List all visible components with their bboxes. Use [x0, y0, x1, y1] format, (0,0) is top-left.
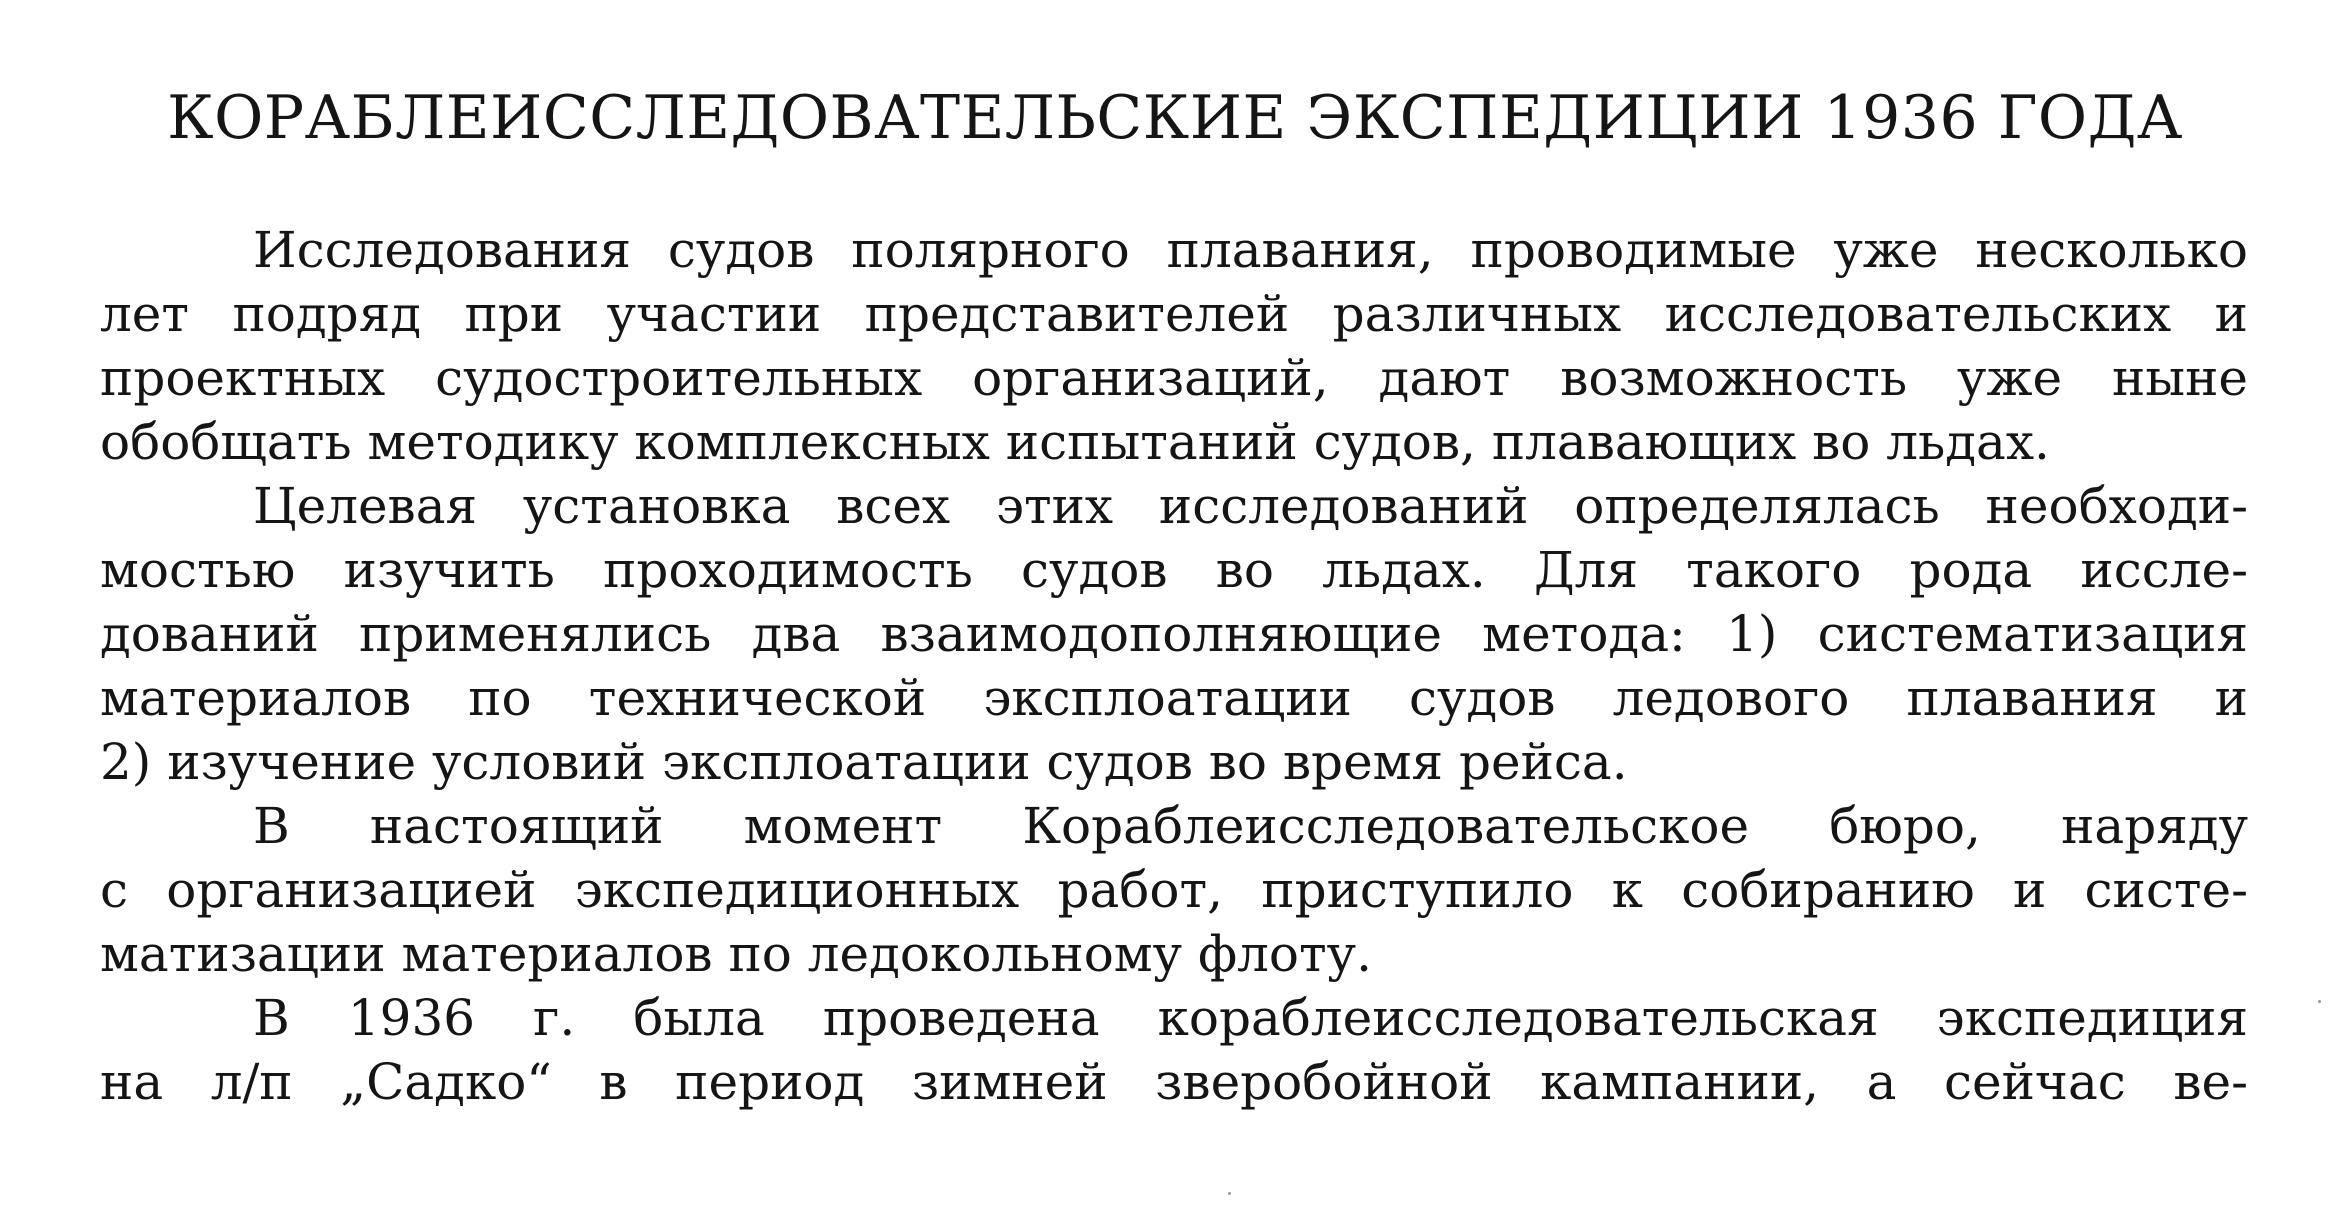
text-line: дований применялись два взаимодополняющие метода: 1) систематизация	[100, 605, 2248, 663]
text-line: В 1936 г. была проведена кораблеисследовательская экспедиция	[253, 989, 2248, 1047]
text-line: В настоящий момент Кораблеисследовательское бюро, наряду	[253, 797, 2248, 855]
text-line: матизации материалов по ледокольному флоту.	[100, 925, 1372, 983]
text-line: проектных судостроительных организаций, дают возможность уже ныне	[100, 349, 2248, 407]
text-line: Целевая установка всех этих исследований определялась необходи-	[253, 477, 2248, 535]
text-line: 2) изучение условий эксплоатации судов во время рейса.	[100, 733, 1628, 791]
text-line: с организацией экспедиционных работ, приступило к собиранию и систе-	[100, 861, 2248, 919]
text-line: на л/п „Садко“ в период зимней зверобойной кампании, а сейчас ве-	[100, 1053, 2248, 1111]
text-line: обобщать методику комплексных испытаний судов, плавающих во льдах.	[100, 413, 2050, 471]
text-line: Исследования судов полярного плавания, проводимые уже несколько	[253, 221, 2248, 279]
scan-speck	[2318, 1000, 2321, 1003]
text-line: материалов по технической эксплоатации судов ледового плавания и	[100, 669, 2248, 727]
text-line: лет подряд при участии представителей различных исследовательских и	[100, 285, 2248, 343]
text-line: мостью изучить проходимость судов во льдах. Для такого рода иссле-	[100, 541, 2248, 599]
document-title: КОРАБЛЕИССЛЕДОВАТЕЛЬСКИЕ ЭКСПЕДИЦИИ 1936 ГОДА	[167, 83, 2183, 153]
scan-speck	[1228, 1192, 1231, 1195]
